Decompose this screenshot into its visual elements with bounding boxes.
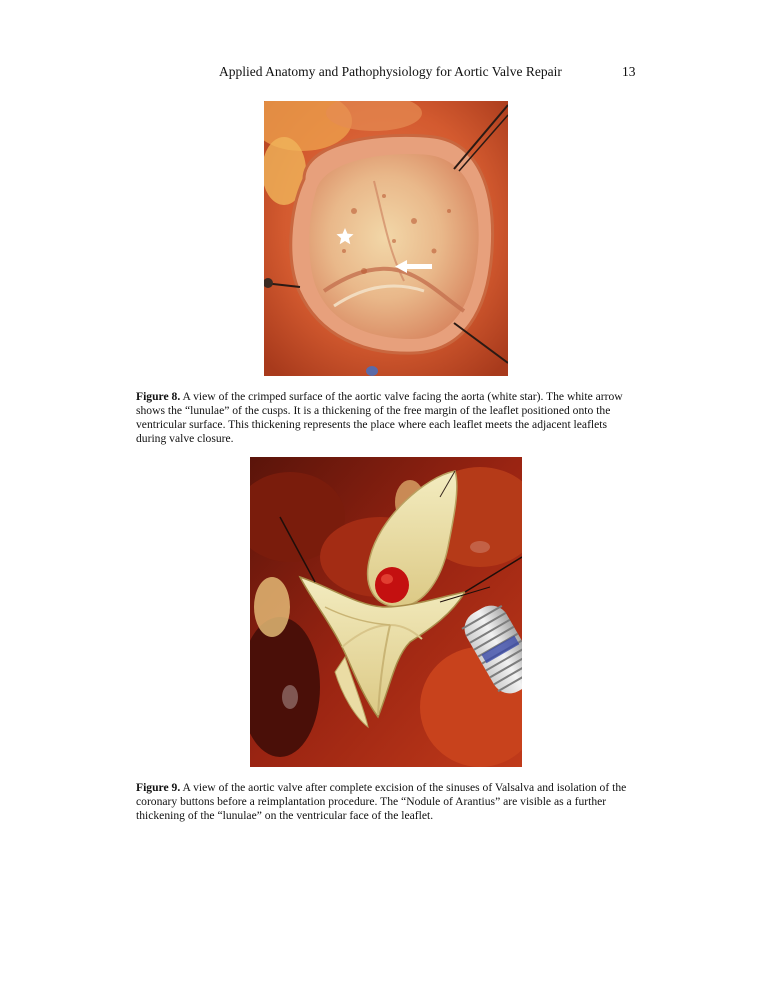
figure-8-label: Figure 8. [136,390,181,403]
header-title: Applied Anatomy and Pathophysiology for Aortic Valve Repair [219,64,562,79]
figure-8-caption [136,390,636,446]
figure-8-photo [264,101,508,376]
figure-9-photo [250,457,522,767]
page-number: 13 [622,64,636,79]
figure-8-caption-text: A view of the crimped surface of the aortic valve facing the aorta (white star). The white arrow shows the “lunulae” of the cusps. It is a thickening of the free margin of the leaflet positioned onto the ventricular surface. This thickening represents the place where each leaflet meets the adjacent leaflets during valve closure. [136,390,623,445]
figure-9-label: Figure 9. [136,781,181,794]
figure-9-caption-text: A view of the aortic valve after complete excision of the sinuses of Valsalva and isolation of the coronary buttons before a reimplantation procedure. The “Nodule of Arantius” are visible as a further thickening of the “lunulae” on the ventricular face of the leaflet. [136,781,627,822]
figure-9-caption [136,781,636,823]
running-header [0,64,772,84]
